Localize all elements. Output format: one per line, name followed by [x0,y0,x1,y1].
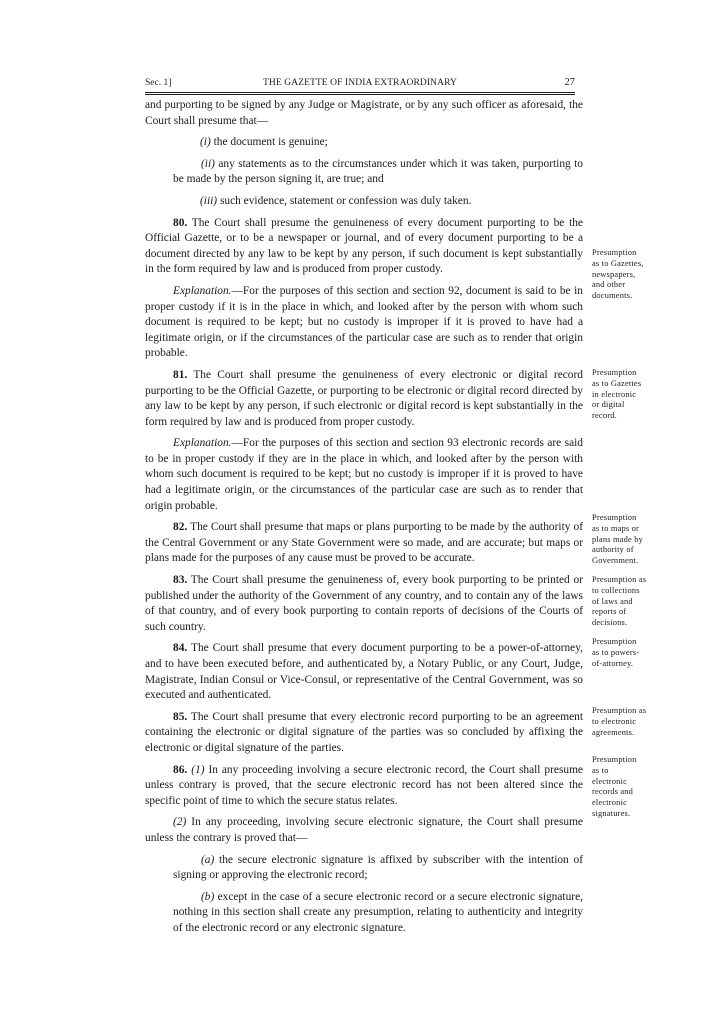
section-80-explanation: Explanation.—For the purposes of this section and section 92, document is said to be in proper custody if it is in the place in which, and looked after by the person with whom such document is required to be kept; but no custody is improper if it is proved to have had a legitimate origin, or if the circumstances of the particular case are such as to render that origin probable. [145,284,583,360]
section-86-2: (2) In any proceeding, involving secure electronic signature, the Court shall presume unless the contrary is proved that— [145,816,583,844]
section-84: 84. The Court shall presume that every document purporting to be a power-of-attorney, and to have been executed before, and authenticated by, a Notary Public, or any Court, Judge, Magistrate, Indian Consul or Vice-Consul, or representative of the Central Government, was so executed and authenticated. [145,642,583,702]
margin-note-82: Presumption as to maps or plans made by authority of Government. [592,513,643,566]
margin-note-80: Presumption as to Gazettes, newspapers, and other documents. [592,248,644,301]
section-85: 85. The Court shall presume that every electronic record purporting to be an agreement containing the electronic or digital signature of the parties was so concluded by affixing the electronic or digital signature of the parties. [145,710,583,754]
section-86-clause-b: (b) except in the case of a secure electronic record or a secure electronic signature, nothing in this section shall create any presumption, relating to authenticity and integrity of the electronic record or any electronic signature. [173,890,583,934]
page-number: 27 [564,77,575,88]
section-83: 83. The Court shall presume the genuineness of, every book purporting to be printed or published under the authority of the Government of any country, and to contain any of the laws of that country, and of every book purporting to contain reports of decisions of the Courts of such country. [145,574,583,633]
header-rule-bottom [145,94,575,95]
page-header [145,76,575,90]
clause-ii: (ii) any statements as to the circumstances under which it was taken, purporting to be made by the person signing it, are true; and [173,157,583,186]
main-text [145,98,583,943]
intro-paragraph: and purporting to be signed by any Judge or Magistrate, or by any such officer as aforesaid, the Court shall presume that— [145,99,583,127]
section-81-explanation: Explanation.—For the purposes of this section and section 93 electronic records are said to be in proper custody if they are in the place in which, and looked after by the person with whom such document is required to be kept; but no custody is improper if it is proved to have had a legitimate origin, or the circumstances of the particular case are such as to render that origin probable. [145,437,583,512]
clause-iii: (iii) such evidence, statement or confession was duly taken. [200,194,472,207]
clause-i: (i) the document is genuine; [200,136,328,149]
margin-note-84: Presumption as to powers- of-attorney. [592,637,640,668]
gazette-title: THE GAZETTE OF INDIA EXTRAORDINARY [263,78,457,88]
margin-note-81: Presumption as to Gazettes in electronic or digital record. [592,368,642,421]
margin-note-85: Presumption as to electronic agreements. [592,706,647,737]
section-86-1: 86. (1) In any proceeding involving a secure electronic record, the Court shall presume unless contrary is proved, that the secure electronic record has not been altered since the specific point of time to which the secure status relates. [145,763,583,807]
section-label: Sec. 1] [145,78,172,88]
section-80: 80. The Court shall presume the genuineness of every document purporting to be the Official Gazette, or to be a newspaper or journal, and of every document purporting to be a document directed by any law to be kept by any person, if such document is kept substantially in the form required by law and is produced from proper custody. [145,216,583,276]
section-82: 82. The Court shall presume that maps or plans purporting to be made by the authority of the Central Government or any State Government were so made, and are accurate; but maps or plans made for the purposes of any cause must be proved to be accurate. [145,521,583,565]
header-rule-top [145,92,575,93]
margin-note-83: Presumption as to collections of laws and reports of decisions. [592,575,647,628]
margin-note-86: Presumption as to electronic records and electronic signatures. [592,755,637,818]
section-81: 81. The Court shall presume the genuineness of every electronic or digital record purporting to be the Official Gazette, or purporting to be electronic or digital record directed by any law to be kept by any person, if such electronic or digital record is kept substantially in the form required by law and is produced from proper custody. [145,368,583,428]
section-86-clause-a: (a) the secure electronic signature is affixed by subscriber with the intention of signing or approving the electronic record; [173,853,583,882]
